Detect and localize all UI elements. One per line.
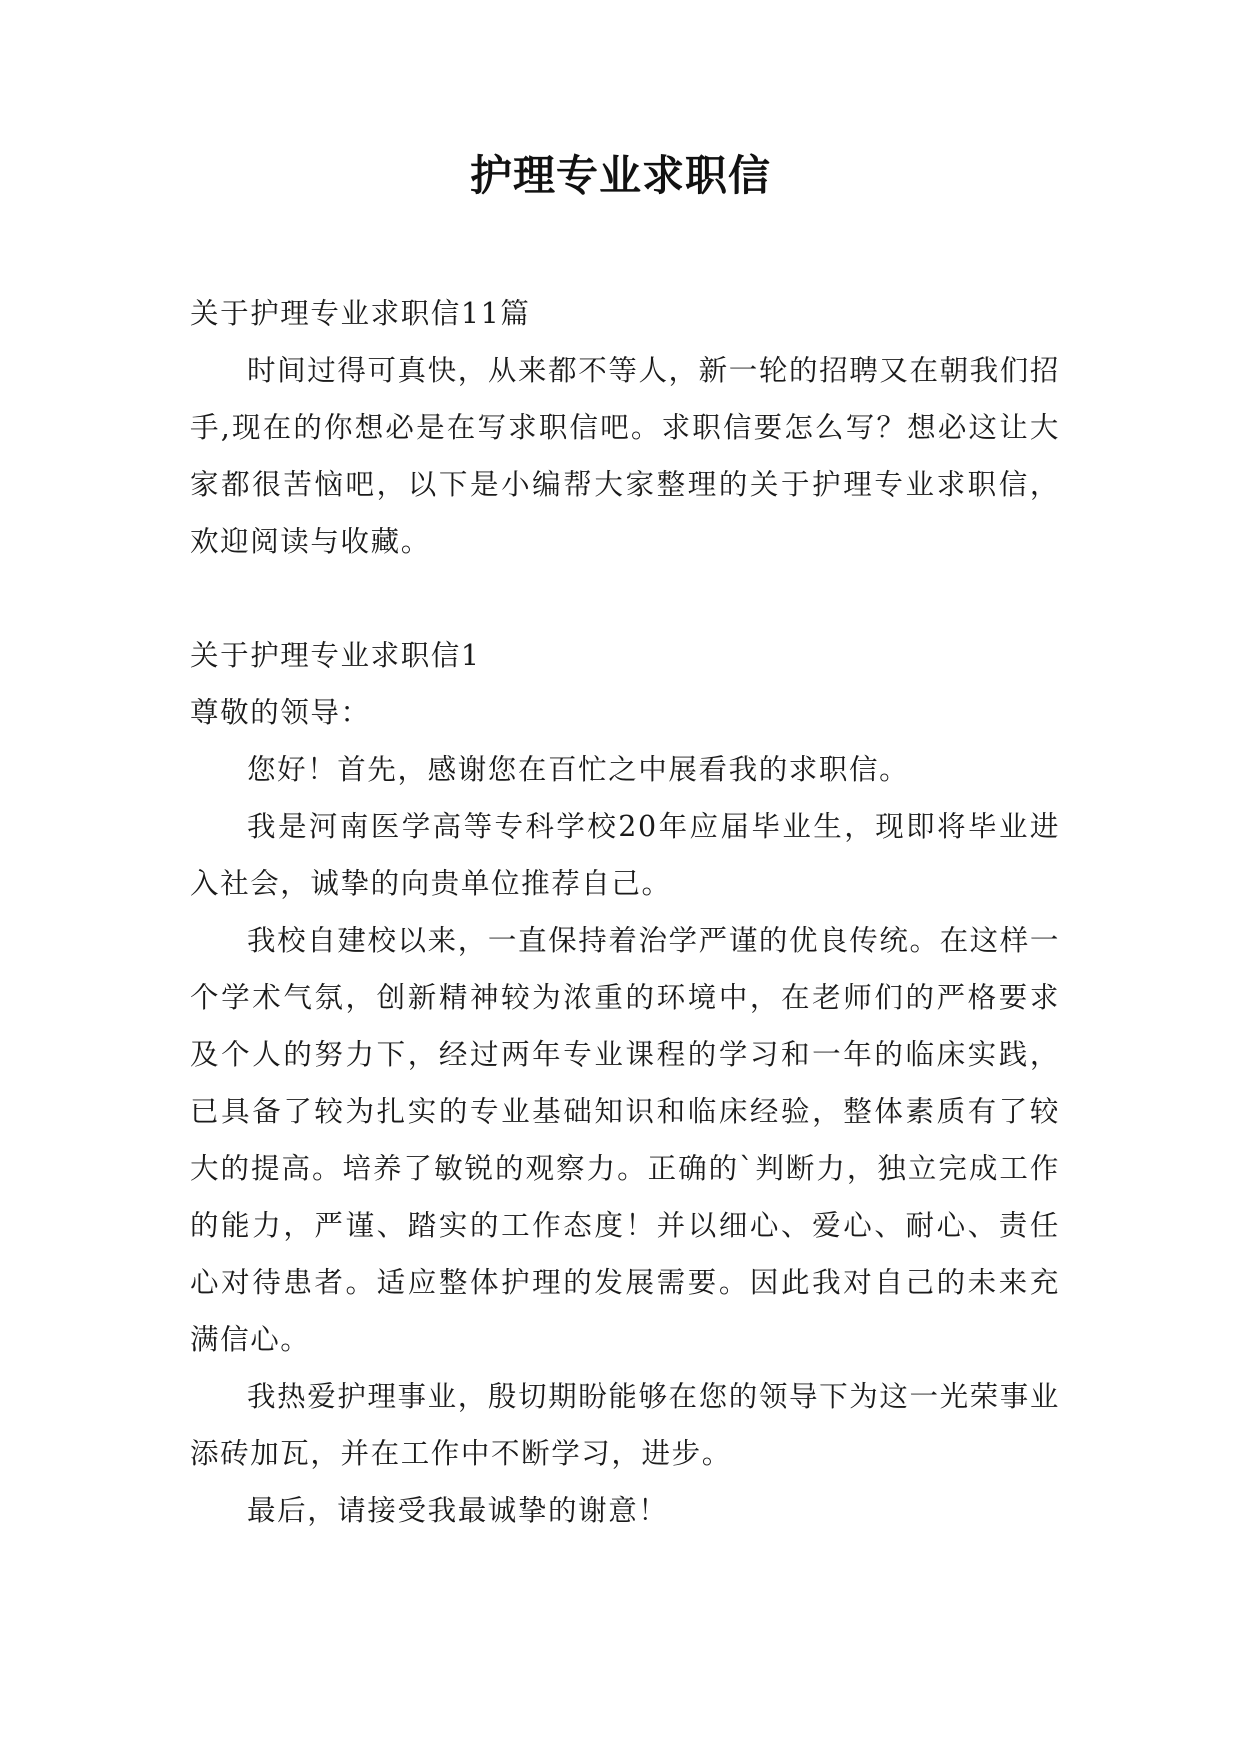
intro-paragraph: 时间过得可真快，从来都不等人，新一轮的招聘又在朝我们招手,现在的你想必是在写求职信吧。求职信要怎么写？想必这让大家都很苦恼吧，以下是小编帮大家整理的关于护理专业求职信，欢迎阅读与收藏。: [190, 354, 1060, 558]
document-body: [190, 285, 1060, 1539]
body-paragraph: 您好！首先，感谢您在百忙之中展看我的求职信。: [247, 753, 910, 786]
section-spacer: [190, 570, 1060, 627]
body-paragraph: 我校自建校以来，一直保持着治学严谨的优良传统。在这样一个学术气氛，创新精神较为浓重的环境中，在老师们的严格要求及个人的努力下，经过两年专业课程的学习和一年的临床实践，已具备了较为扎实的专业基础知识和临床经验，整体素质有了较大的提高。培养了敏锐的观察力。正确的`判断力，独立完成工作的能力，严谨、踏实的工作态度！并以细心、爱心、耐心、责任心对待患者。适应整体护理的发展需要。因此我对自己的未来充满信心。: [190, 924, 1060, 1356]
document-title: 护理专业求职信: [469, 151, 771, 200]
section-heading: 关于护理专业求职信1: [190, 639, 481, 672]
document-subtitle: 关于护理专业求职信11篇: [190, 297, 531, 330]
body-paragraph: 我是河南医学高等专科学校20年应届毕业生，现即将毕业进入社会，诚挚的向贵单位推荐自己。: [190, 810, 1060, 900]
body-paragraph: 最后，请接受我最诚挚的谢意！: [247, 1494, 669, 1527]
body-paragraph: 我热爱护理事业，殷切期盼能够在您的领导下为这一光荣事业添砖加瓦，并在工作中不断学习，进步。: [190, 1380, 1060, 1470]
salutation: 尊敬的领导：: [190, 696, 371, 729]
